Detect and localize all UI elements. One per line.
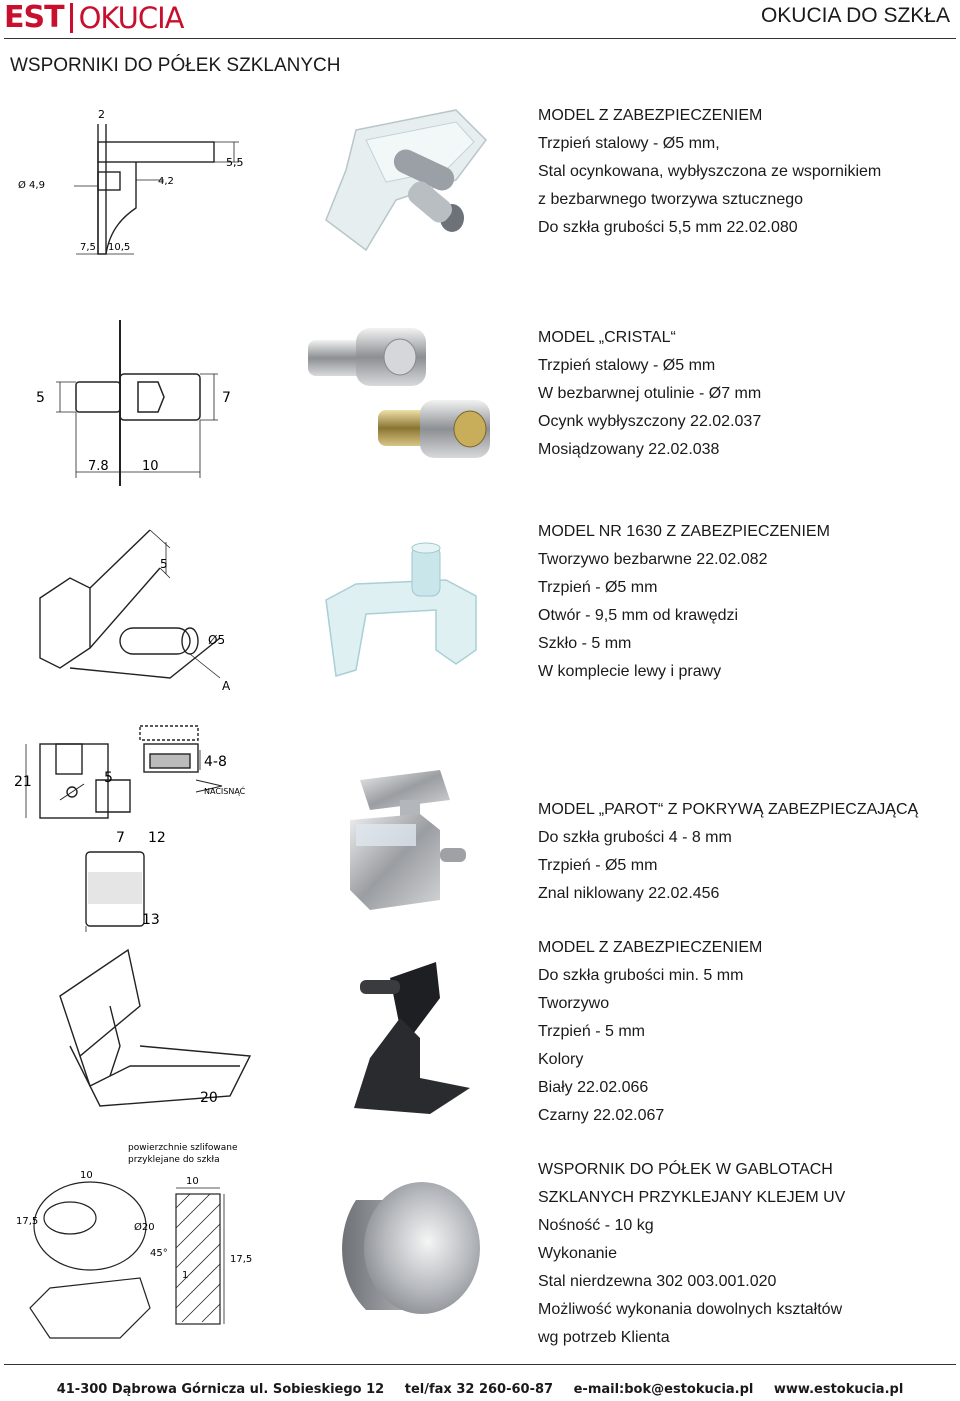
product-spec: Mosiądzowany 22.02.038: [538, 441, 720, 458]
technical-drawing-5: [20, 946, 260, 1126]
technical-drawing-3: [30, 528, 250, 698]
footer-phone: tel/fax 32 260-60-87: [404, 1382, 554, 1397]
product-model: SZKLANYCH PRZYKLEJANY KLEJEM UV: [538, 1189, 846, 1206]
product-spec: Nośność - 10 kg: [538, 1217, 654, 1234]
product-photo-5: [340, 958, 480, 1118]
dim-label: A: [222, 679, 231, 693]
product-description-5: [538, 934, 762, 1130]
product-description-1: [538, 102, 881, 242]
product-spec: Trzpień - Ø5 mm: [538, 857, 658, 874]
dim-label: 13: [142, 912, 160, 928]
dim-label: 5: [36, 390, 45, 406]
product-description-4: [538, 796, 918, 908]
product-spec: Stal ocynkowana, wybłyszczona ze wspornikiem: [538, 163, 882, 180]
header-title: OKUCIA DO SZKŁA: [760, 4, 950, 27]
dim-label: 7,5: [80, 242, 96, 253]
technical-drawing-6: [10, 1138, 260, 1350]
dim-label: 5: [104, 770, 113, 786]
product-spec: Czarny 22.02.067: [538, 1107, 665, 1124]
technical-drawing-4: [10, 720, 260, 932]
product-spec: Znal niklowany 22.02.456: [538, 885, 720, 902]
dim-label: 10: [186, 1176, 199, 1187]
product-spec: Wykonanie: [538, 1245, 618, 1262]
product-spec: W komplecie lewy i prawy: [538, 663, 722, 680]
product-photo-2: [300, 320, 510, 480]
product-spec: Otwór - 9,5 mm od krawędzi: [538, 607, 739, 624]
product-model: WSPORNIK DO PÓŁEK W GABLOTACH: [538, 1161, 833, 1178]
dim-label: 10: [142, 459, 159, 474]
product-photo-1: [306, 100, 506, 260]
dim-label: 4-8: [204, 754, 227, 770]
footer-rule: [4, 1364, 956, 1365]
product-spec: Kolory: [538, 1051, 584, 1068]
dim-label: 5,5: [226, 156, 244, 169]
dim-label: 7.8: [88, 459, 109, 474]
logo-okucia: OKUCIA: [78, 1, 184, 35]
dim-label: 20: [200, 1090, 218, 1106]
product-model: MODEL „PAROT“ Z POKRYWĄ ZABEZPIECZAJĄCĄ: [538, 801, 919, 818]
dim-label: 17,5: [16, 1216, 39, 1227]
dim-label: 12: [148, 830, 166, 846]
product-spec: W bezbarwnej otulinie - Ø7 mm: [538, 385, 762, 402]
product-spec: Możliwość wykonania dowolnych kształtów: [538, 1301, 843, 1318]
section-title: WSPORNIKI DO PÓŁEK SZKLANYCH: [10, 55, 341, 76]
product-spec: Do szkła grubości 5,5 mm 22.02.080: [538, 219, 798, 236]
product-model: MODEL Z ZABEZPIECZENIEM: [538, 107, 763, 124]
product-model: MODEL Z ZABEZPIECZENIEM: [538, 939, 763, 956]
product-photo-6: [326, 1170, 486, 1320]
logo-separator: [70, 3, 73, 33]
product-spec: Ocynk wybłyszczony 22.02.037: [538, 413, 762, 430]
product-photo-3: [316, 540, 496, 680]
dim-label: 10: [80, 1170, 93, 1181]
dim-label: 7: [222, 390, 231, 406]
dim-label: NACISNĄĆ: [204, 787, 246, 796]
product-spec: Tworzywo bezbarwne 22.02.082: [538, 551, 768, 568]
dim-label: 2: [98, 108, 105, 121]
product-description-6: [538, 1156, 845, 1352]
product-spec: Tworzywo: [538, 995, 610, 1012]
technical-drawing-1: [14, 104, 264, 264]
footer-website[interactable]: www.estokucia.pl: [773, 1382, 904, 1397]
product-photo-4: [330, 760, 490, 920]
product-description-3: [538, 518, 830, 686]
product-spec: Do szkła grubości 4 - 8 mm: [538, 829, 732, 846]
product-description-2: [538, 324, 761, 464]
product-spec: Szkło - 5 mm: [538, 635, 632, 652]
dim-label: Ø20: [134, 1222, 155, 1233]
technical-drawing-2: [30, 318, 240, 488]
dim-label: 17,5: [230, 1254, 253, 1265]
dim-label: 45°: [150, 1248, 168, 1259]
product-spec: Trzpień stalowy - Ø5 mm,: [538, 135, 720, 152]
product-spec: Stal nierdzewna 302 003.001.020: [538, 1273, 777, 1290]
product-spec: Do szkła grubości min. 5 mm: [538, 967, 744, 984]
dim-label: 10,5: [108, 242, 131, 253]
product-spec: Trzpień - Ø5 mm: [538, 579, 658, 596]
dim-label: 21: [14, 774, 32, 790]
footer-address: 41-300 Dąbrowa Górnicza ul. Sobieskiego 12: [56, 1382, 385, 1397]
footer-email[interactable]: e-mail:bok@estokucia.pl: [573, 1382, 754, 1397]
dim-label: 5: [160, 557, 168, 571]
footer: [0, 1380, 960, 1400]
header-rule: [4, 38, 956, 39]
dim-label: 1: [182, 1270, 189, 1281]
product-spec: z bezbarwnego tworzywa sztucznego: [538, 191, 804, 208]
drawing-note: powierzchnie szlifowane: [128, 1143, 238, 1153]
brand-logo: [4, 0, 184, 36]
product-model: MODEL „CRISTAL“: [538, 329, 676, 346]
product-spec: Biały 22.02.066: [538, 1079, 649, 1096]
dim-label: 7: [116, 830, 125, 846]
product-spec: Trzpień stalowy - Ø5 mm: [538, 357, 716, 374]
product-spec: wg potrzeb Klienta: [538, 1329, 670, 1346]
drawing-note: przyklejane do szkła: [128, 1155, 220, 1165]
product-model: MODEL NR 1630 Z ZABEZPIECZENIEM: [538, 523, 830, 540]
dim-label: Ø5: [208, 633, 226, 647]
product-spec: Trzpień - 5 mm: [538, 1023, 645, 1040]
dim-label: 4,2: [158, 176, 174, 187]
logo-est: EST: [4, 0, 64, 35]
dim-label: Ø 4,9: [18, 180, 45, 191]
